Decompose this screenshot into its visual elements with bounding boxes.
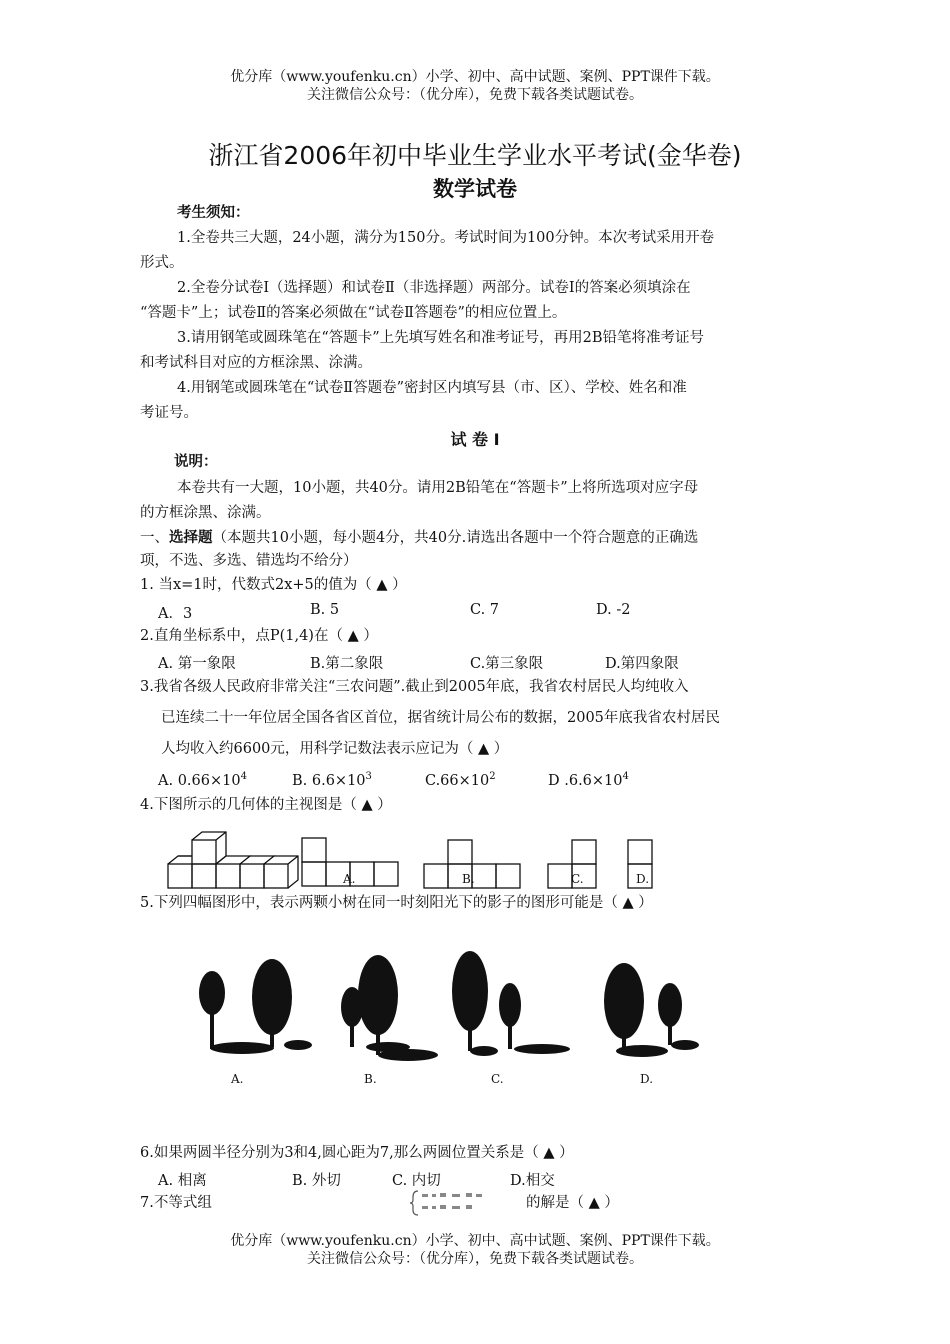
q3-option-a: A. $0.66\times 10^4$	[158, 771, 247, 789]
q4-label-c: C.	[571, 872, 584, 886]
notice-item-2b: “答题卡”上；试卷Ⅱ的答案必须做在“试卷Ⅱ答题卷”的相应位置上。	[140, 305, 567, 321]
part1-desc-b: 项，不选、多选、错选均不给分）	[140, 553, 358, 569]
part1-prefix: 一、	[140, 530, 169, 546]
q2-option-a: A. 第一象限	[158, 656, 236, 672]
q5-label-d: D.	[640, 1072, 654, 1086]
q6-option-b: B. 外切	[292, 1173, 341, 1189]
q1-option-b: B. 5	[310, 602, 340, 618]
q2-text: 2.直角坐标系中，点P(1,4)在（ ▲ ）	[140, 628, 378, 644]
footer-line-1: 优分库（www.youfenku.cn）小学、初中、高中试题、案例、PPT课件下载。	[230, 1233, 720, 1249]
q3-text-a: 3.我省各级人民政府非常关注“三农问题”.截止到2005年底，我省农村居民人均纯收入	[140, 679, 689, 695]
header-line-2: 关注微信公众号：（优分库），免费下载各类试题试卷。	[307, 87, 643, 103]
q6-text: 6.如果两圆半径分别为3和4,圆心距为7,那么两圆位置关系是（ ▲ ）	[140, 1145, 574, 1161]
notice-item-3a: 3.请用钢笔或圆珠笔在“答题卡”上先填写姓名和准考证号，再用2B铅笔将准考证号	[177, 330, 705, 346]
q1-option-a: A．3	[158, 606, 193, 622]
notice-item-4a: 4.用钢笔或圆珠笔在“试卷Ⅱ答题卷”密封区内填写县（市、区）、学校、姓名和准	[177, 380, 687, 396]
q5-label-a: A.	[231, 1072, 244, 1086]
q4-label-a: A.	[343, 872, 356, 886]
explain-line-b: 的方框涂黑、涂满。	[140, 505, 271, 521]
q4-text: 4.下图所示的几何体的主视图是（ ▲ ）	[140, 797, 392, 813]
notice-item-1b: 形式。	[140, 255, 184, 271]
exam-title: 浙江省2006年初中毕业生学业水平考试(金华卷)	[208, 141, 742, 170]
q2-option-b: B.第二象限	[310, 656, 384, 672]
notice-item-1a: 1.全卷共三大题，24小题，满分为150分。考试时间为100分钟。本次考试采用开卷	[177, 230, 715, 246]
q1-option-d: D. -2	[596, 602, 631, 618]
q3-option-d: D $.6.6\times 10^4$	[548, 771, 629, 789]
section-title: 试 卷 Ⅰ	[450, 430, 500, 449]
explain-heading: 说明：	[174, 454, 218, 470]
q5-label-c: C.	[491, 1072, 504, 1086]
q3-option-c: $C.66\times 10^2$	[425, 771, 496, 789]
q5-option-d-figure	[604, 963, 699, 1057]
q4-label-d: D.	[636, 872, 650, 886]
q5-figures	[180, 945, 710, 1070]
footer-line-2: 关注微信公众号：（优分库），免费下载各类试题试卷。	[307, 1251, 643, 1267]
notice-item-2a: 2.全卷分试卷Ⅰ（选择题）和试卷Ⅱ（非选择题）两部分。试卷Ⅰ的答案必须填涂在	[177, 280, 691, 296]
q6-option-d: D.相交	[510, 1173, 555, 1189]
q1-text: 1. 当x=1时，代数式2x+5的值为（ ▲ ）	[140, 577, 407, 593]
explain-line-a: 本卷共有一大题，10小题，共40分。请用2B铅笔在“答题卡”上将所选项对应字母	[177, 480, 699, 496]
q3-text-c: 人均收入约6600元，用科学记数法表示应记为（ ▲ ）	[161, 741, 509, 757]
q7-text: 7.不等式组	[140, 1195, 212, 1211]
part1-heading	[140, 528, 698, 548]
q7-inequality-system	[410, 1189, 520, 1217]
q5-option-c-figure	[452, 951, 570, 1056]
q4-label-b: B.	[462, 872, 475, 886]
exam-subtitle: 数学试卷	[433, 177, 517, 201]
notice-item-4b: 考证号。	[140, 405, 198, 421]
q2-option-c: C.第三象限	[470, 656, 544, 672]
notice-heading: 考生须知：	[177, 205, 250, 221]
q7-tail: 的解是（ ▲ ）	[526, 1195, 619, 1211]
q5-option-b-figure	[341, 955, 438, 1061]
q5-option-a-figure	[199, 959, 312, 1054]
q4-figures	[160, 820, 660, 892]
q4-solid-figure	[168, 832, 298, 888]
q5-label-b: B.	[364, 1072, 377, 1086]
q6-option-c: C. 内切	[392, 1173, 441, 1189]
q1-option-c: C. 7	[470, 602, 500, 618]
part1-desc: （本题共10小题，每小题4分，共40分.请选出各题中一个符合题意的正确选	[212, 530, 699, 546]
q3-option-b: B. $6.6\times 10^3$	[292, 771, 372, 789]
q3-text-b: 已连续二十一年位居全国各省区首位，据省统计局公布的数据，2005年底我省农村居民	[161, 710, 720, 726]
notice-item-3b: 和考试科目对应的方框涂黑、涂满。	[140, 355, 372, 371]
q5-text: 5.下列四幅图形中，表示两颗小树在同一时刻阳光下的影子的图形可能是（ ▲ ）	[140, 895, 653, 911]
q6-option-a: A. 相离	[158, 1173, 207, 1189]
header-line-1: 优分库（www.youfenku.cn）小学、初中、高中试题、案例、PPT课件下载。	[230, 69, 720, 85]
q2-option-d: D.第四象限	[605, 656, 679, 672]
part1-name: 选择题	[169, 530, 213, 546]
